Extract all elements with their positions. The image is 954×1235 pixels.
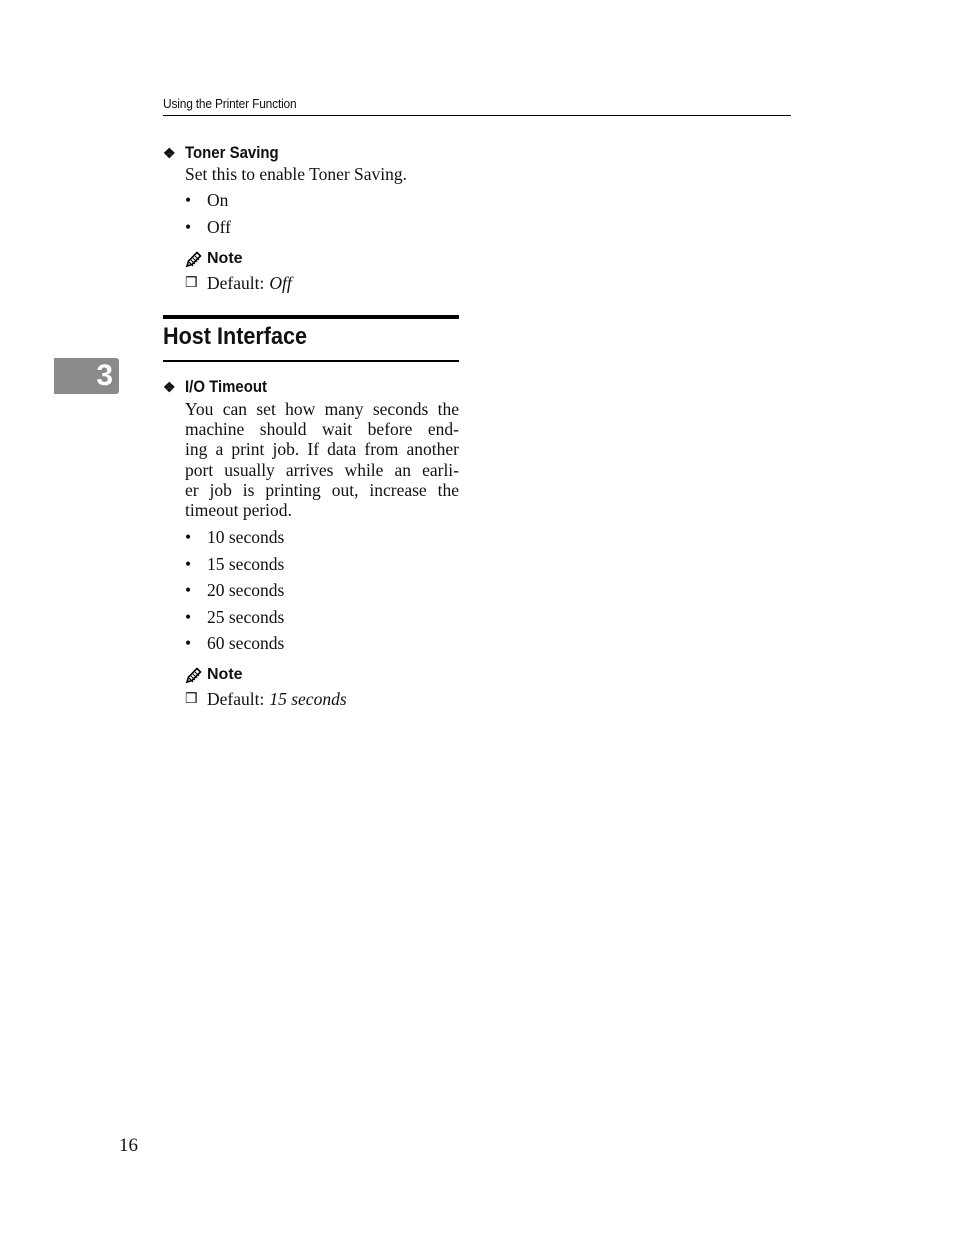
toner-saving-title: Toner Saving xyxy=(185,143,279,162)
list-item: • 60 seconds xyxy=(185,633,284,660)
chapter-number: 3 xyxy=(96,359,113,392)
section-bottom-rule xyxy=(163,360,459,362)
chapter-tab xyxy=(54,358,119,394)
header-rule xyxy=(163,115,791,116)
toner-saving-options xyxy=(185,190,231,243)
bullet-dot-icon: • xyxy=(185,527,192,547)
pencil-note-icon xyxy=(185,250,203,268)
default-value: 15 seconds xyxy=(269,689,347,709)
io-timeout-description: You can set how many seconds the machine should wait before end- ing a print job. If data from another port usually arrives while an earli- er job is printing out, increase the timeout period. xyxy=(185,399,459,521)
page-number: 16 xyxy=(119,1135,138,1156)
list-item: • 15 seconds xyxy=(185,554,284,581)
toner-saving-note xyxy=(185,250,243,268)
toner-saving-heading xyxy=(163,143,291,163)
note-label: Note xyxy=(207,666,243,683)
note-label: Note xyxy=(207,250,243,267)
default-value: Off xyxy=(269,273,292,293)
bullet-dot-icon: • xyxy=(185,190,192,210)
section-title: Host Interface xyxy=(163,323,308,350)
io-timeout-title: I/O Timeout xyxy=(185,377,268,396)
list-item: • 10 seconds xyxy=(185,527,284,554)
bullet-dot-icon: • xyxy=(185,580,192,600)
pencil-note-icon xyxy=(185,666,203,684)
checkbox-bullet-icon: ❒ xyxy=(185,692,198,707)
list-item: • On xyxy=(185,190,231,217)
toner-saving-default xyxy=(185,273,292,294)
bullet-dot-icon: • xyxy=(185,606,192,627)
list-item: • 25 seconds xyxy=(185,607,284,634)
io-timeout-note xyxy=(185,666,243,684)
toner-saving-description: Set this to enable Toner Saving. xyxy=(185,164,408,184)
default-prefix: Default: xyxy=(207,273,265,293)
io-timeout-options xyxy=(185,527,284,660)
list-item: • 20 seconds xyxy=(185,580,284,607)
checkbox-bullet-icon: ❒ xyxy=(185,276,198,291)
bullet-dot-icon: • xyxy=(185,553,192,574)
section-top-rule xyxy=(163,315,459,319)
default-prefix: Default: xyxy=(207,689,265,709)
bullet-dot-icon: • xyxy=(185,216,192,237)
running-header: Using the Printer Function xyxy=(163,96,297,111)
diamond-bullet-icon: ❖ xyxy=(163,144,176,161)
bullet-dot-icon: • xyxy=(185,633,192,653)
list-item: • Off xyxy=(185,217,231,244)
io-timeout-default xyxy=(185,689,347,710)
diamond-bullet-icon: ❖ xyxy=(163,378,176,395)
io-timeout-heading xyxy=(163,377,278,397)
